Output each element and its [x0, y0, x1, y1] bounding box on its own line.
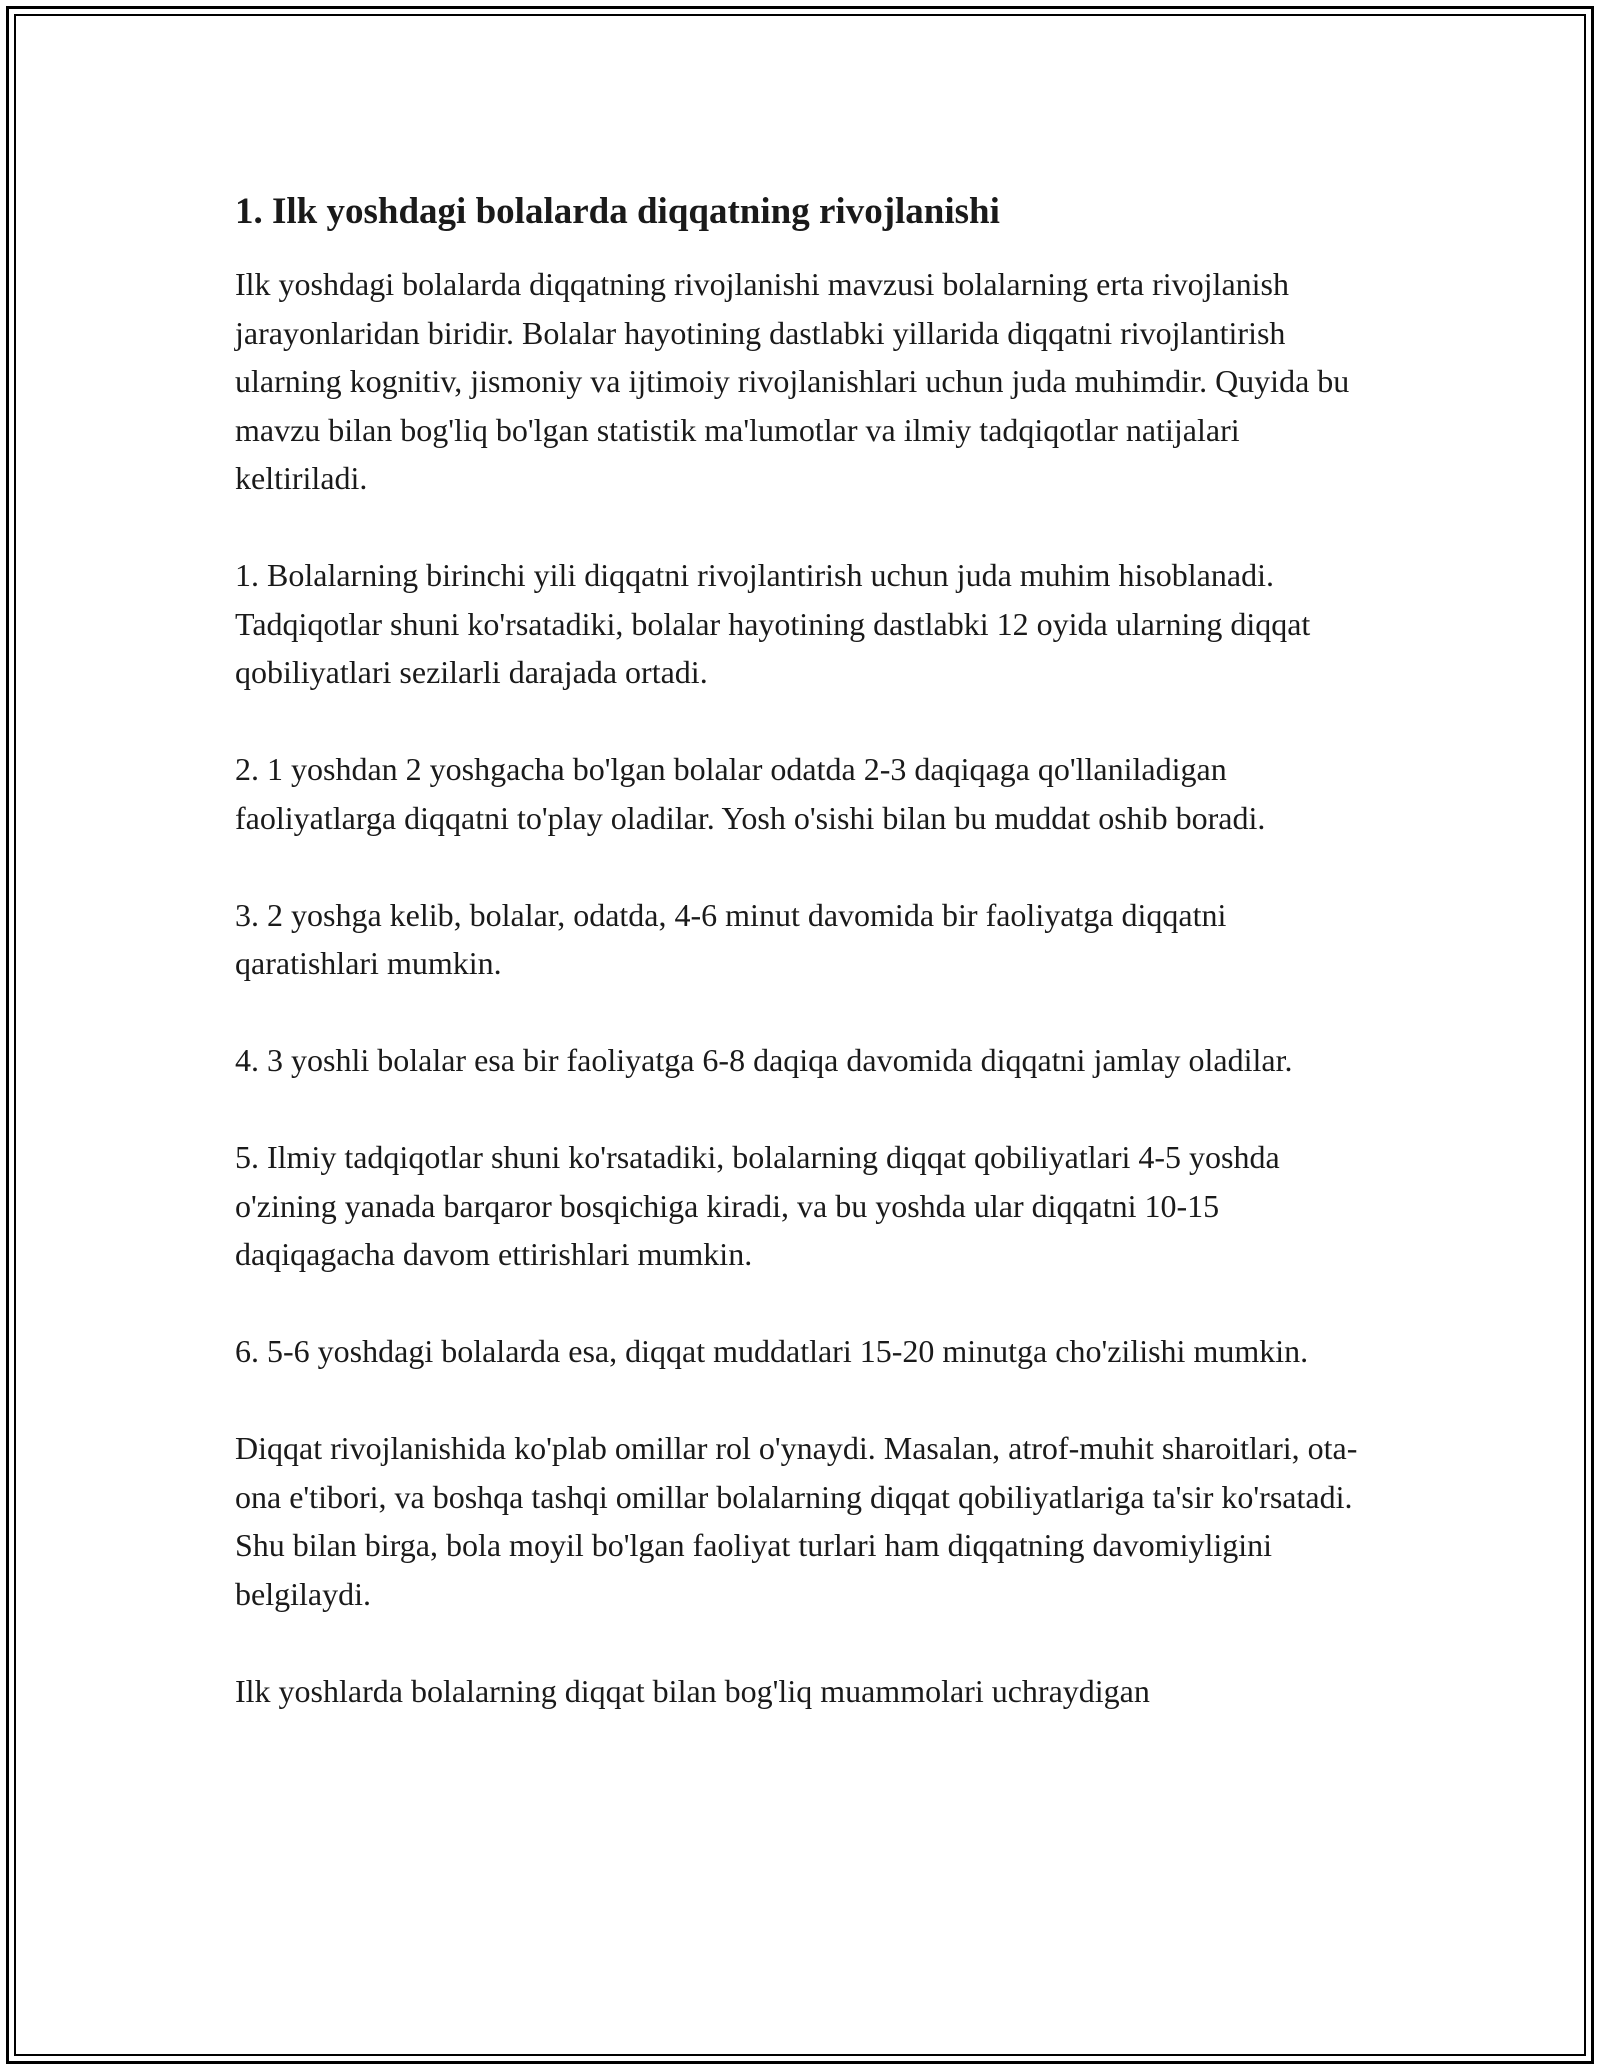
list-item-2: 2. 1 yoshdan 2 yoshgacha bo'lgan bolalar odatda 2-3 daqiqaga qo'llaniladigan faoliyatlarga diqqatni to'play oladilar. Yosh o'sishi bilan bu muddat oshib boradi. — [235, 751, 1266, 836]
list-item-6: 6. 5-6 yoshdagi bolalarda esa, diqqat muddatlari 15-20 minutga cho'zilishi mumkin. — [235, 1333, 1309, 1369]
list-item-5: 5. Ilmiy tadqiqotlar shuni ko'rsatadiki, bolalarning diqqat qobiliyatlari 4-5 yoshda o'zining yanada barqaror bosqichiga kiradi, va bu yoshda ular diqqatni 10-15 daqiqagacha davom ettirishlari mumkin. — [235, 1139, 1280, 1272]
list-item-1: 1. Bolalarning birinchi yili diqqatni rivojlantirish uchun juda muhim hisoblanadi. Tadqiqotlar shuni ko'rsatadiki, bolalar hayotining dastlabki 12 oyida ularning diqqat qobiliyatlari sezilarli darajada ortadi. — [235, 557, 1311, 690]
section-heading: 1. Ilk yoshdagi bolalarda diqqatning rivojlanishi — [235, 191, 1000, 232]
intro-paragraph: Ilk yoshdagi bolalarda diqqatning rivojlanishi mavzusi bolalarning erta rivojlanish jarayonlaridan biridir. Bolalar hayotining dastlabki yillarida diqqatni rivojlantirish ularning kognitiv, jismoniy va ijtimoiy rivojlanishlari uchun juda muhimdir. Quyida bu mavzu bilan bog'liq bo'lgan statistik ma'lumotlar va ilmiy tadqiqotlar natijalari keltiriladi. — [235, 266, 1350, 496]
factors-paragraph: Diqqat rivojlanishida ko'plab omillar rol o'ynaydi. Masalan, atrof-muhit sharoitlari, ota-ona e'tibori, va boshqa tashqi omillar bolalarning diqqat qobiliyatlariga ta'sir ko'rsatadi. Shu bilan birga, bola moyil bo'lgan faoliyat turlari ham diqqatning davomiyligini belgilaydi. — [235, 1430, 1358, 1612]
closing-paragraph: Ilk yoshlarda bolalarning diqqat bilan bog'liq muammolari uchraydigan — [235, 1672, 1150, 1709]
list-item-3: 3. 2 yoshga kelib, bolalar, odatda, 4-6 minut davomida bir faoliyatga diqqatni qaratishlari mumkin. — [235, 896, 1227, 981]
document-body — [235, 188, 1365, 1764]
list-item-4: 4. 3 yoshli bolalar esa bir faoliyatga 6-8 daqiqa davomida diqqatni jamlay oladilar. — [235, 1042, 1293, 1078]
